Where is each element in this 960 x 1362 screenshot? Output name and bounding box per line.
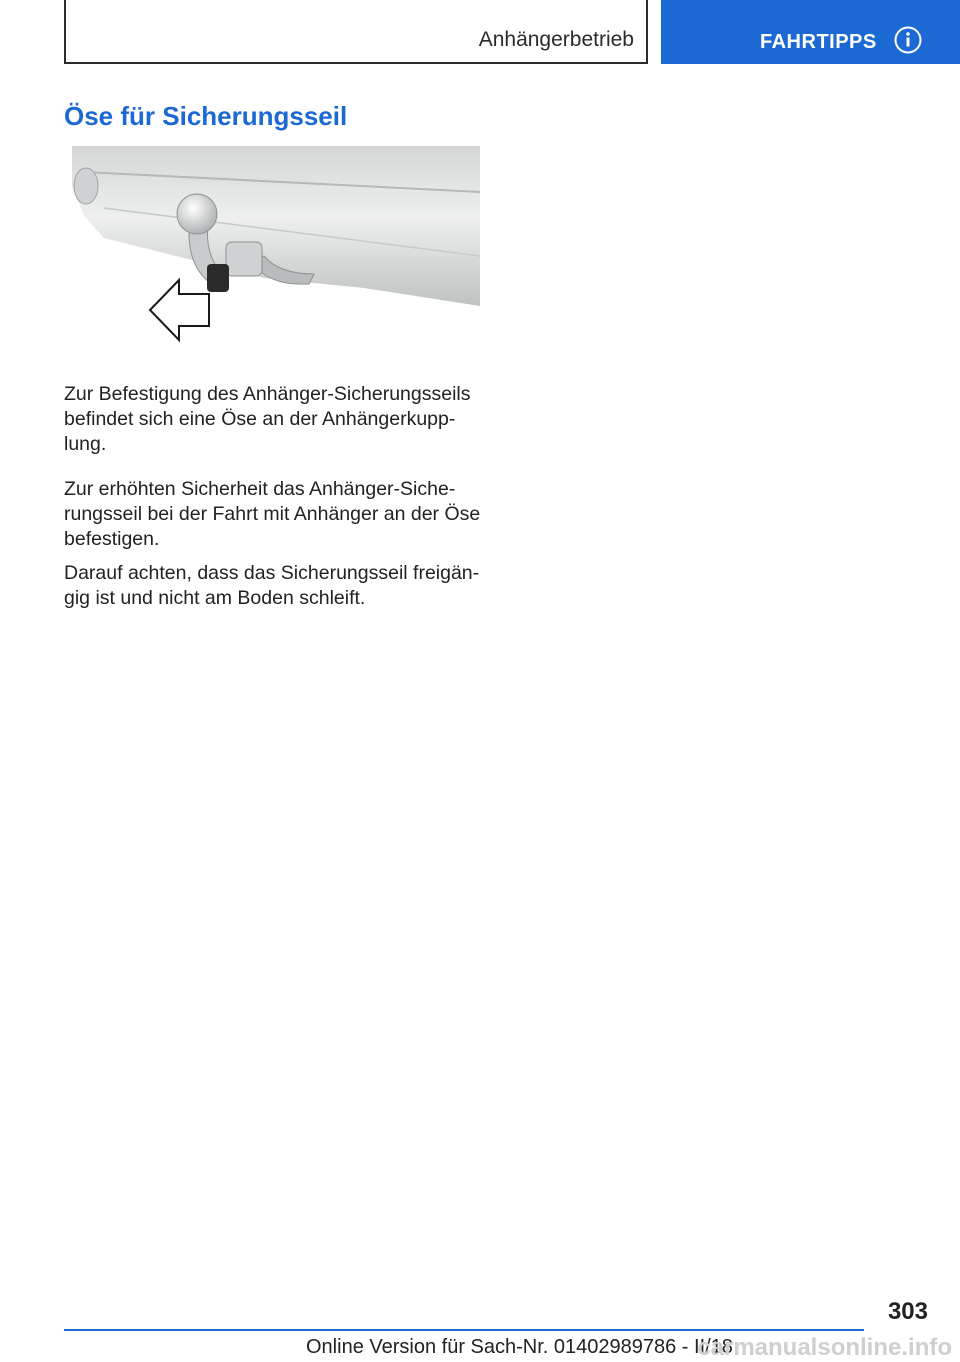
tow-hitch-illustration [64,146,480,346]
info-icon [893,25,923,55]
paragraph-3: Darauf achten, dass das Sicherungsseil freigän-gig ist und nicht am Boden schleift. [64,562,480,609]
page-title: Öse für Sicherungsseil [64,101,348,131]
paragraph-1: Zur Befestigung des Anhänger-Sicherungsseils befindet sich eine Öse an der Anhängerkupp-lung. [64,383,471,455]
online-version-text: Online Version für Sach-Nr. 01402989786 - II/18 [306,1336,733,1358]
section-title: Anhängerbetrieb [478,28,634,51]
section-header [64,0,648,64]
chapter-title: FAHRTIPPS [760,31,877,53]
footer-divider [64,1329,864,1331]
page-number: 303 [887,1298,928,1325]
watermark: carmanualsonline.info [697,1334,952,1361]
paragraph-2: Zur erhöhten Sicherheit das Anhänger-Siche-rungsseil bei der Fahrt mit Anhänger an der Öse befestigen. [64,478,481,550]
